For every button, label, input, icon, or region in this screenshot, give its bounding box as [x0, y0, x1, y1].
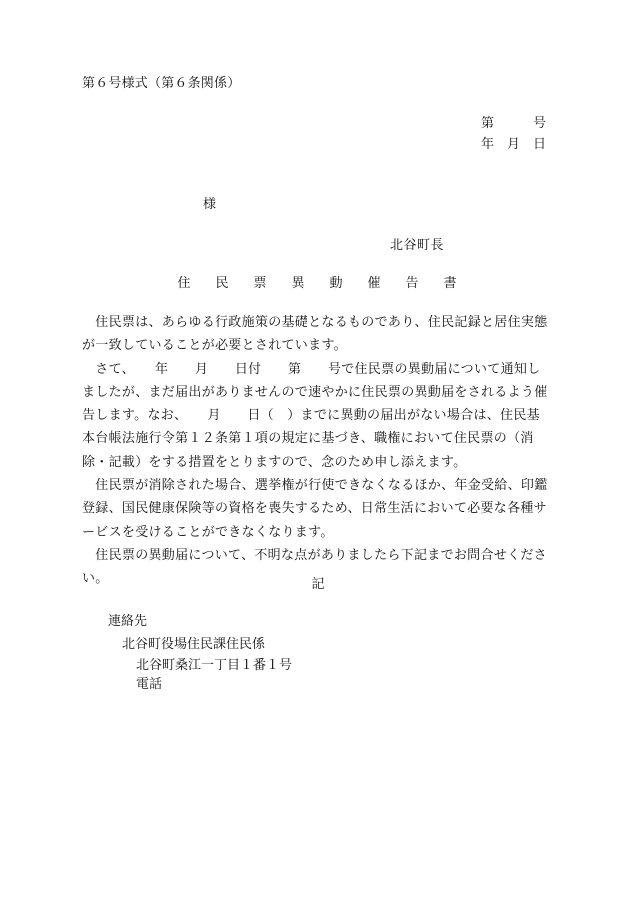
document-title: 住 民 票 異 動 催 告 書 — [177, 276, 463, 291]
body-line: さて、 年 月 日付 第 号で住民票の異動届について通知し — [82, 361, 541, 377]
body-line: 住民票の異動届について、不明な点がありましたら下記までお問合せくださ — [82, 547, 547, 563]
body-line: ましたが、まだ届出がありませんので速やかに住民票の異動届をされるよう催 — [82, 384, 548, 400]
body-line: 告します。なお、 月 日（ ）までに異動の届出がない場合は、住民基 — [82, 408, 540, 424]
body-line: い。 — [82, 571, 109, 587]
contact-phone-label: 電話 — [136, 677, 163, 692]
body-line: 住民票が消除された場合、選挙権が行使できなくなるほか、年金受給、印鑑 — [82, 478, 548, 494]
document-number: 第 号 — [481, 116, 547, 131]
recipient-honorific: 様 — [203, 197, 217, 212]
body-line: ービスを受けることができなくなります。 — [82, 524, 334, 540]
form-number-label: 第６号様式（第６条関係） — [82, 76, 241, 91]
contact-address: 北谷町桑江一丁目１番１号 — [136, 658, 293, 673]
body-line: が一致していることが必要とされています。 — [82, 338, 347, 354]
body-line: 住民票は、あらゆる行政施策の基礎となるものであり、住民記録と居住実態 — [82, 315, 548, 330]
contact-office: 北谷町役場住民課住民係 — [122, 637, 266, 652]
body-line: 登録、国民健康保険等の資格を喪失するため、日常生活において必要な各種サ — [82, 501, 547, 517]
document-date: 年 月 日 — [481, 137, 547, 152]
body-text — [82, 311, 552, 591]
body-line: 除・記載）をする措置をとりますので、念のため申し添えます。 — [82, 454, 467, 470]
body-line: 本台帳法施行令第１２条第１項の規定に基づき、職権において住民票の（消 — [82, 431, 534, 447]
notes-heading: 記 — [311, 577, 325, 592]
contact-label: 連絡先 — [108, 614, 148, 629]
issuer-name: 北谷町長 — [390, 238, 445, 253]
